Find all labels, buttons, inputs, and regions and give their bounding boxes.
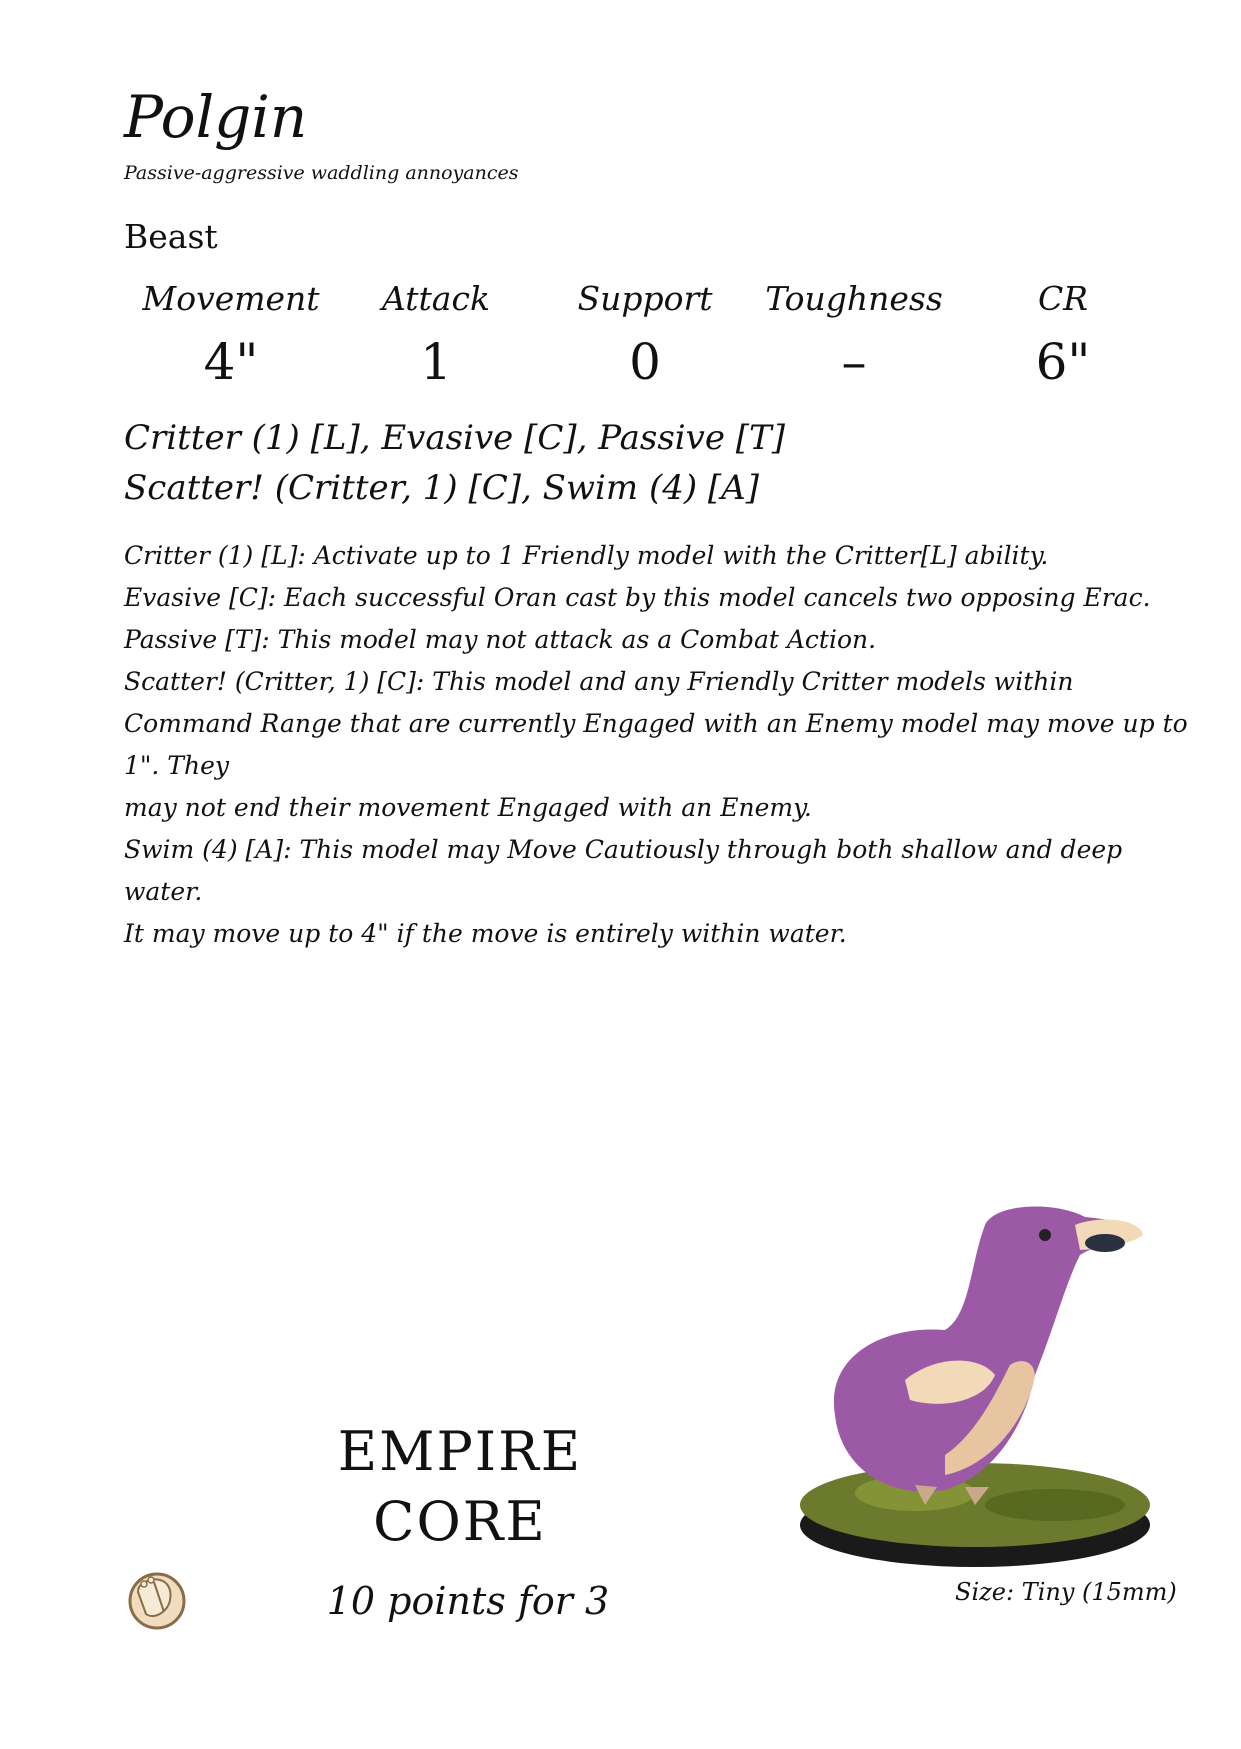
- stat-value: 0: [629, 333, 661, 391]
- hand-logo-icon: [124, 1568, 190, 1630]
- abilities-line-2: Scatter! (Critter, 1) [C], Swim (4) [A]: [124, 468, 759, 508]
- rule-line: may not end their movement Engaged with an Enemy.: [124, 793, 812, 822]
- stat-value: 1: [420, 333, 452, 391]
- rule-line: It may move up to 4" if the move is entirely within water.: [124, 919, 847, 948]
- rule-line: Swim (4) [A]: This model may Move Cautiously through both shallow and deep water.: [124, 835, 1123, 906]
- rule-line: Evasive [C]: Each successful Oran cast by this model cancels two opposing Erac.: [124, 583, 1151, 612]
- rule-line: Scatter! (Critter, 1) [C]: This model and any Friendly Critter models within: [124, 667, 1074, 696]
- stat-cr: [948, 279, 1178, 391]
- rules-text: [124, 535, 1204, 955]
- unit-name: Polgin: [124, 83, 308, 151]
- stat-label: Movement: [142, 279, 320, 318]
- abilities-line-1: Critter (1) [L], Evasive [C], Passive [T]: [124, 418, 785, 458]
- stat-toughness: [739, 279, 969, 391]
- stat-label: Attack: [382, 279, 490, 318]
- faction-line-1: EMPIRE: [337, 1420, 583, 1483]
- stat-label: CR: [1037, 279, 1089, 318]
- stat-value: 4": [203, 333, 259, 391]
- unit-type: Beast: [124, 217, 218, 256]
- rule-line: Passive [T]: This model may not attack as a Combat Action.: [124, 625, 877, 654]
- stat-attack: [321, 279, 551, 391]
- stat-label: Support: [577, 279, 713, 318]
- points-cost: 10 points for 3: [326, 1579, 610, 1623]
- rule-line: Command Range that are currently Engaged with an Enemy model may move up to 1". They: [124, 709, 1188, 780]
- rule-line: Critter (1) [L]: Activate up to 1 Friendly model with the Critter[L] ability.: [124, 541, 1049, 570]
- stat-value: 6": [1035, 333, 1091, 391]
- stat-movement: [116, 279, 346, 391]
- unit-tagline: Passive-aggressive waddling annoyances: [124, 162, 519, 184]
- faction-line-2: CORE: [373, 1490, 547, 1553]
- stat-support: [530, 279, 760, 391]
- creature-miniature-image: [795, 1205, 1175, 1585]
- stat-value: –: [841, 333, 867, 391]
- stat-label: Toughness: [765, 279, 943, 318]
- model-size: Size: Tiny (15mm): [955, 1578, 1177, 1606]
